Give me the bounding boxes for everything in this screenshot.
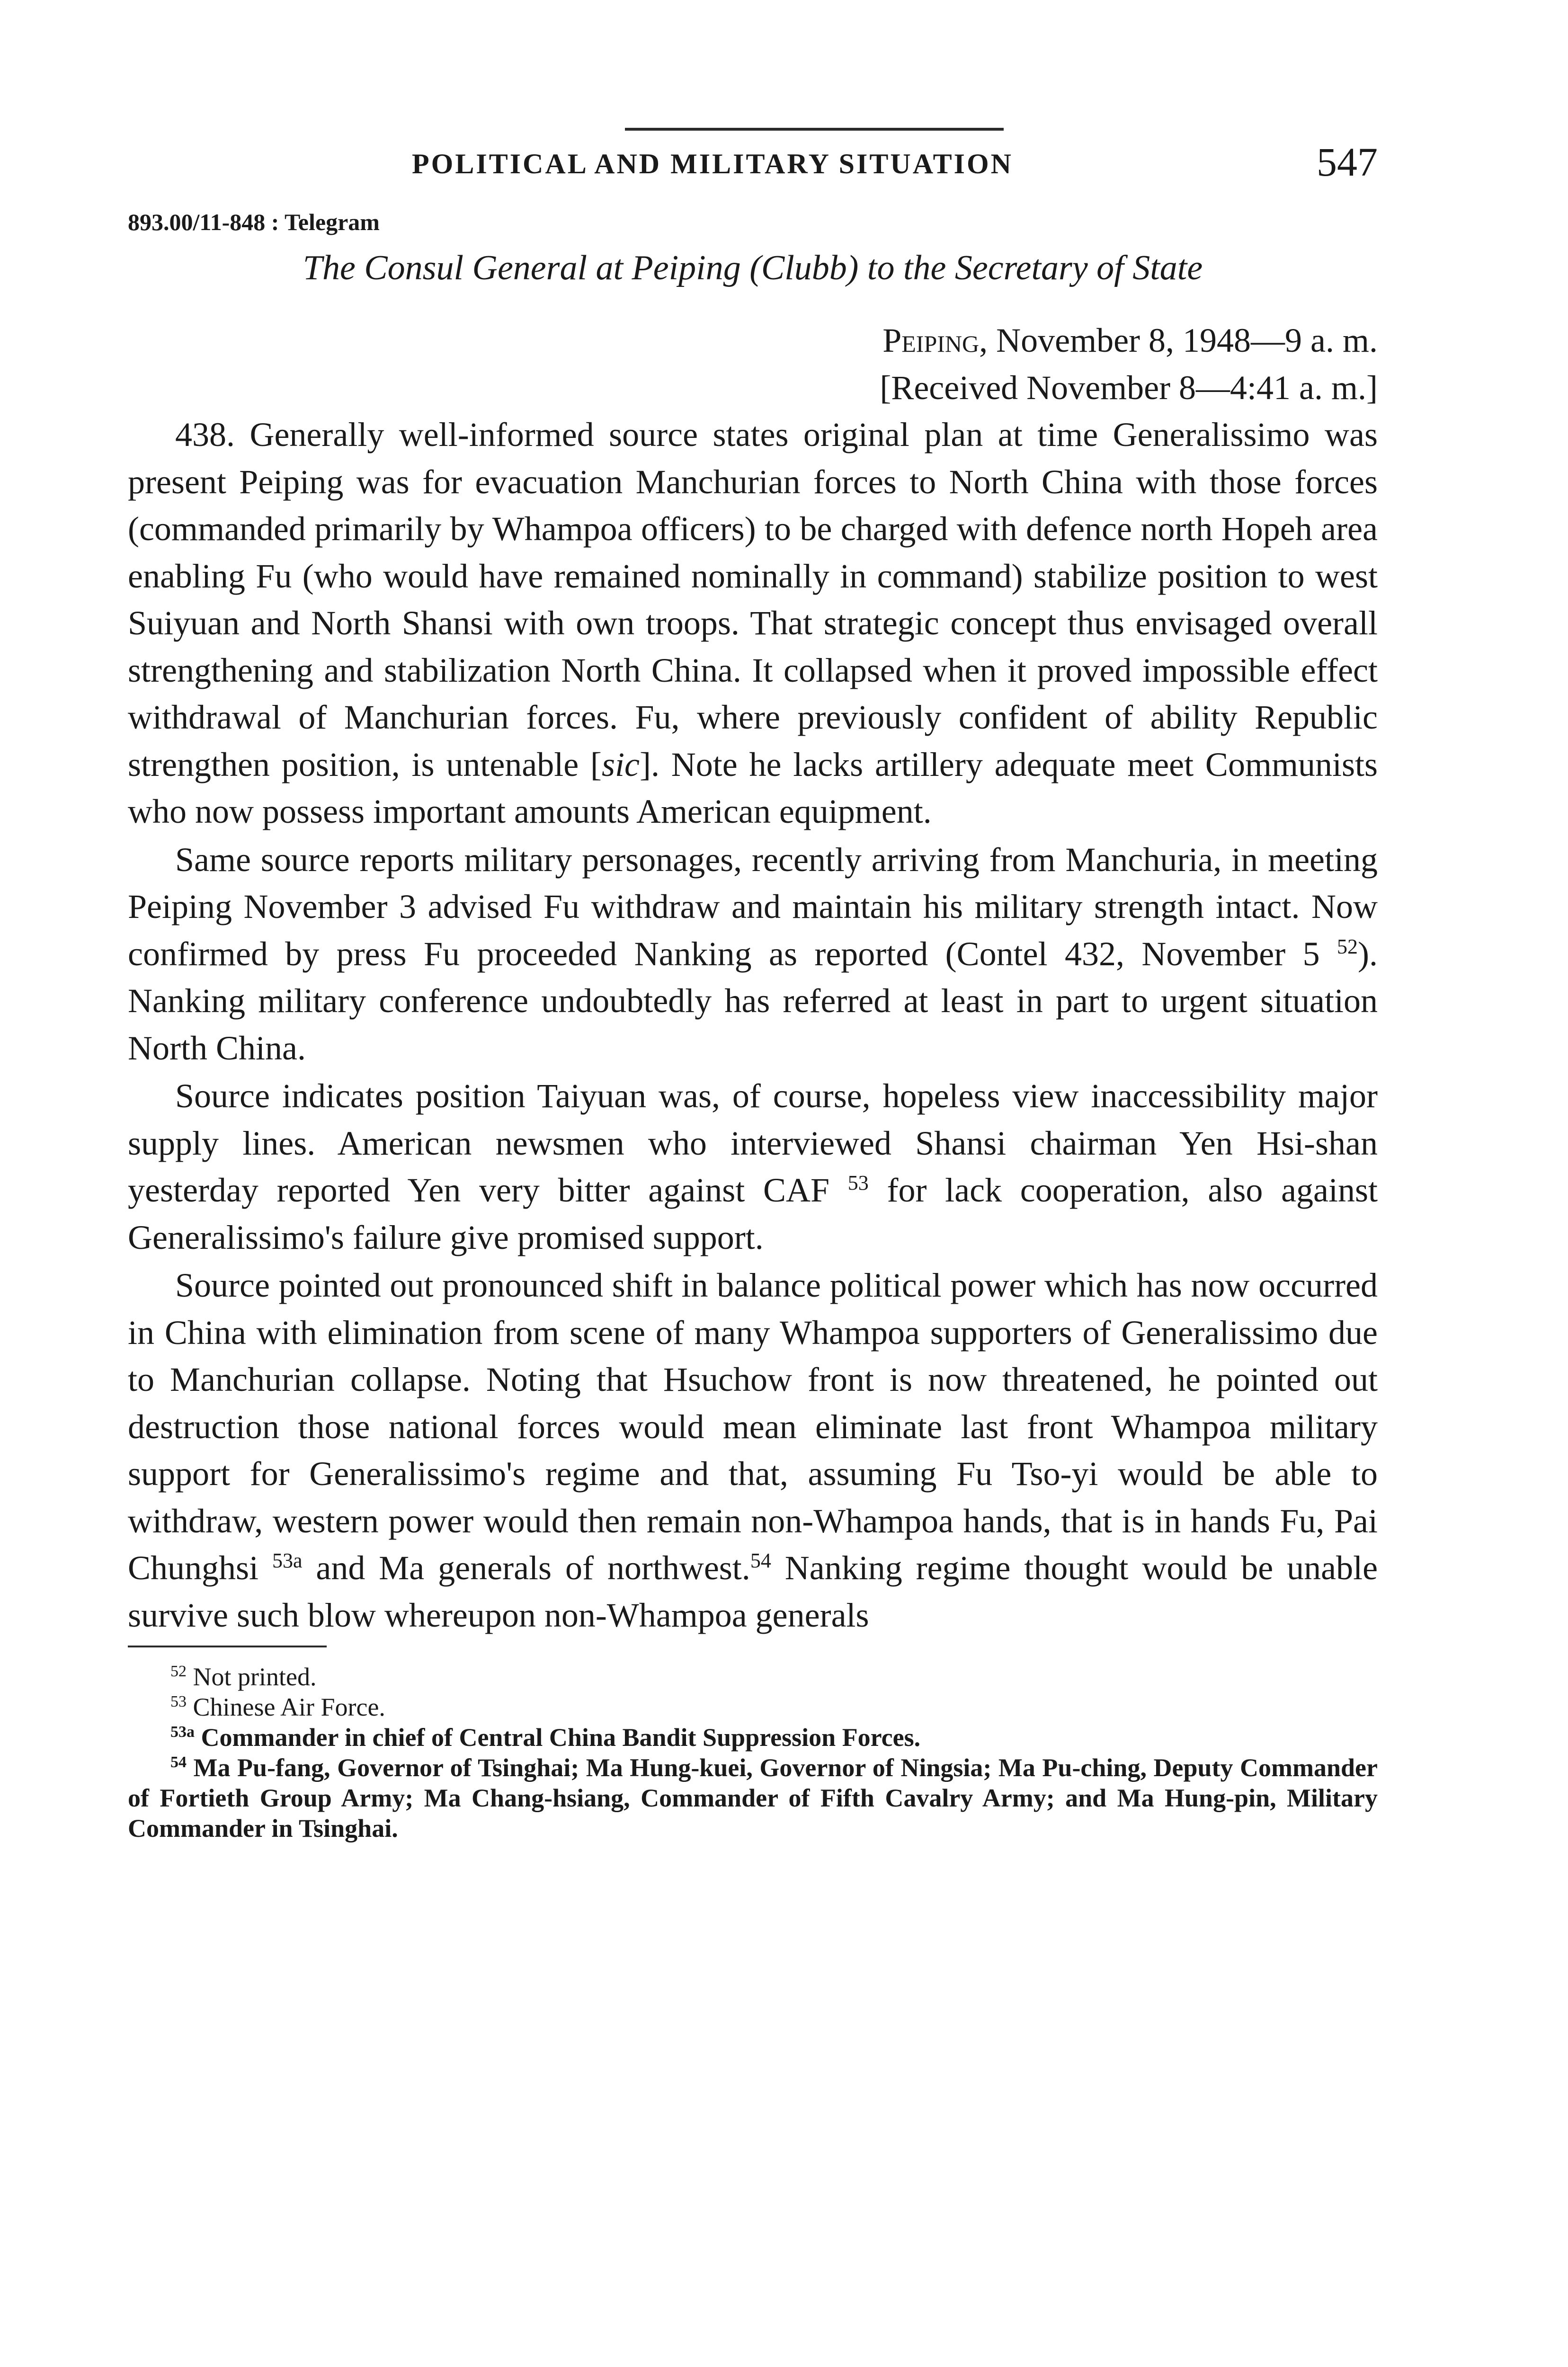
footnote-mark: 53a	[170, 1723, 195, 1741]
dateline	[128, 317, 1378, 411]
telegram-body	[128, 411, 1378, 1639]
footnote-rule	[128, 1646, 327, 1647]
paragraph-2-text-b: ). Nanking military conference undoubtedly has referred at least in part to urgent situation North China.	[128, 934, 1378, 1067]
footnote-ref-53a: 53a	[272, 1549, 303, 1572]
document-page	[128, 128, 1378, 1843]
paragraph-1	[128, 411, 1378, 836]
footnote-mark: 52	[170, 1663, 187, 1680]
footnotes	[128, 1662, 1378, 1843]
page-number: 547	[1317, 139, 1378, 185]
footnote-53a	[128, 1722, 1378, 1753]
paragraph-1-text-b: ]. Note he lacks artillery adequate meet Communists who now possess important amounts American equipment.	[128, 745, 1378, 830]
running-title: POLITICAL AND MILITARY SITUATION	[412, 148, 1013, 179]
footnote-ref-52: 52	[1337, 934, 1358, 958]
footnote-mark: 54	[170, 1753, 187, 1771]
sic-note: sic	[601, 745, 640, 783]
paragraph-2	[128, 836, 1378, 1072]
footnote-54	[128, 1753, 1378, 1843]
paragraph-3-text-a: Source indicates position Taiyuan was, of course, hopeless view inaccessibility major supply lines. American newsmen who interviewed Shansi chairman Yen Hsi-shan yesterday reported Yen very bitter against CAF	[128, 1077, 1378, 1209]
paragraph-4-text-c: Nanking regime thought would be unable survive such blow whereupon non-Whampoa generals	[128, 1549, 1378, 1634]
document-title: The Consul General at Peiping (Clubb) to the Secretary of State	[303, 249, 1203, 287]
footnote-ref-54: 54	[750, 1549, 771, 1572]
footnote-52	[128, 1662, 1378, 1692]
running-header	[128, 128, 1378, 185]
footnote-ref-53: 53	[847, 1171, 869, 1194]
file-reference: 893.00/11-848 : Telegram	[128, 209, 380, 235]
footnote-mark: 53	[170, 1693, 187, 1710]
paragraph-3	[128, 1073, 1378, 1261]
dateline-place: Peiping,	[882, 321, 988, 359]
footnote-text: Commander in chief of Central China Bandit Suppression Forces.	[201, 1723, 921, 1752]
dateline-line	[128, 317, 1378, 364]
paragraph-4	[128, 1262, 1378, 1639]
paragraph-4-text-a: Source pointed out pronounced shift in balance political power which has now occurred in China with elimination from scene of many Whampoa supporters of Generalissimo due to Manchurian collapse. Noting that Hsuchow front is now threatened, he pointed out destruction those national forces would mean eliminate last front Whampoa military support for Generalissimo's regime and that, assuming Fu Tso-yi would be able to withdraw, western power would then remain non-Whampoa hands, that is in hands Fu, Pai Chunghsi	[128, 1266, 1378, 1587]
footnote-text: Chinese Air Force.	[193, 1693, 385, 1721]
footnote-text: Ma Pu-fang, Governor of Tsinghai; Ma Hung-kuei, Governor of Ningsia; Ma Pu-ching, Deputy Commander of Fortieth Group Army; Ma Chang-hsiang, Commander of Fifth Cavalry Army; and Ma Hung-pin, Military Commander in Tsinghai.	[128, 1753, 1378, 1842]
footnote-text: Not printed.	[193, 1663, 317, 1691]
footnote-53	[128, 1692, 1378, 1722]
received-line: [Received November 8—4:41 a. m.]	[880, 369, 1378, 407]
paragraph-4-text-b: and Ma generals of northwest.	[316, 1549, 750, 1587]
dateline-date: November 8, 1948—9 a. m.	[996, 321, 1378, 359]
paragraph-3-text-b: for lack cooperation, also against Generalissimo's failure give promised support.	[128, 1171, 1378, 1256]
paragraph-1-text-a: 438. Generally well-informed source states original plan at time Generalissimo was present Peiping was for evacuation Manchurian forces to North China with those forces (commanded primarily by Whampoa officers) to be charged with defence north Hopeh area enabling Fu (who would have remained nominally in command) stabilize position to west Suiyuan and North Shansi with own troops. That strategic concept thus envisaged overall strengthening and stabilization North China. It collapsed when it proved impossible effect withdrawal of Manchurian forces. Fu, where previously confident of ability Republic strengthen position, is untenable [	[128, 416, 1378, 783]
paragraph-2-text-a: Same source reports military personages, recently arriving from Manchuria, in meeting Peiping November 3 advised Fu withdraw and maintain his military strength intact. Now confirmed by press Fu proceeded Nanking as reported (Contel 432, November 5	[128, 840, 1378, 973]
